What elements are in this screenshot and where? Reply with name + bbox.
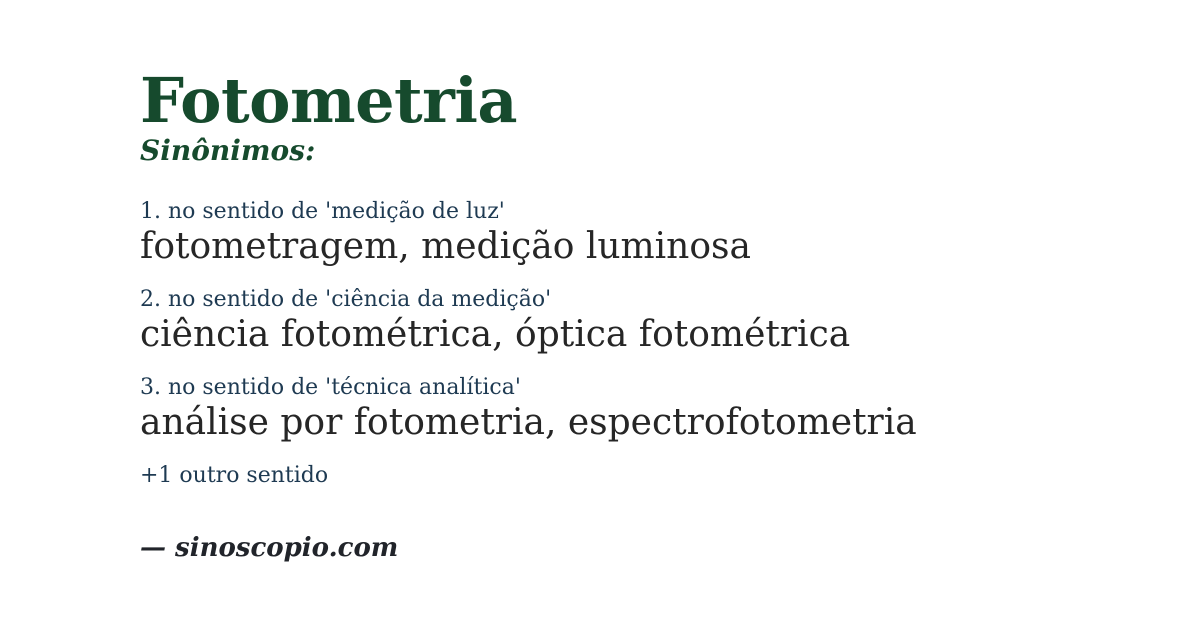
- sense-entry-3: [140, 374, 1140, 444]
- synonyms-heading: Sinônimos:: [140, 134, 316, 167]
- sense-synonyms: ciência fotométrica, óptica fotométrica: [140, 314, 851, 356]
- sense-synonyms: análise por fotometria, espectrofotometria: [140, 402, 917, 444]
- site-attribution: — sinoscopio.com: [140, 533, 399, 564]
- senses-list: [140, 198, 1140, 444]
- sense-synonyms: fotometragem, medição luminosa: [140, 226, 751, 268]
- sense-context: 2. no sentido de 'ciência da medição': [140, 286, 552, 312]
- sense-entry-1: [140, 198, 1140, 268]
- page-title: Fotometria: [140, 64, 518, 137]
- more-senses-link[interactable]: +1 outro sentido: [140, 462, 329, 488]
- sense-context: 1. no sentido de 'medição de luz': [140, 198, 505, 224]
- sense-context: 3. no sentido de 'técnica analítica': [140, 374, 521, 400]
- sense-entry-2: [140, 286, 1140, 356]
